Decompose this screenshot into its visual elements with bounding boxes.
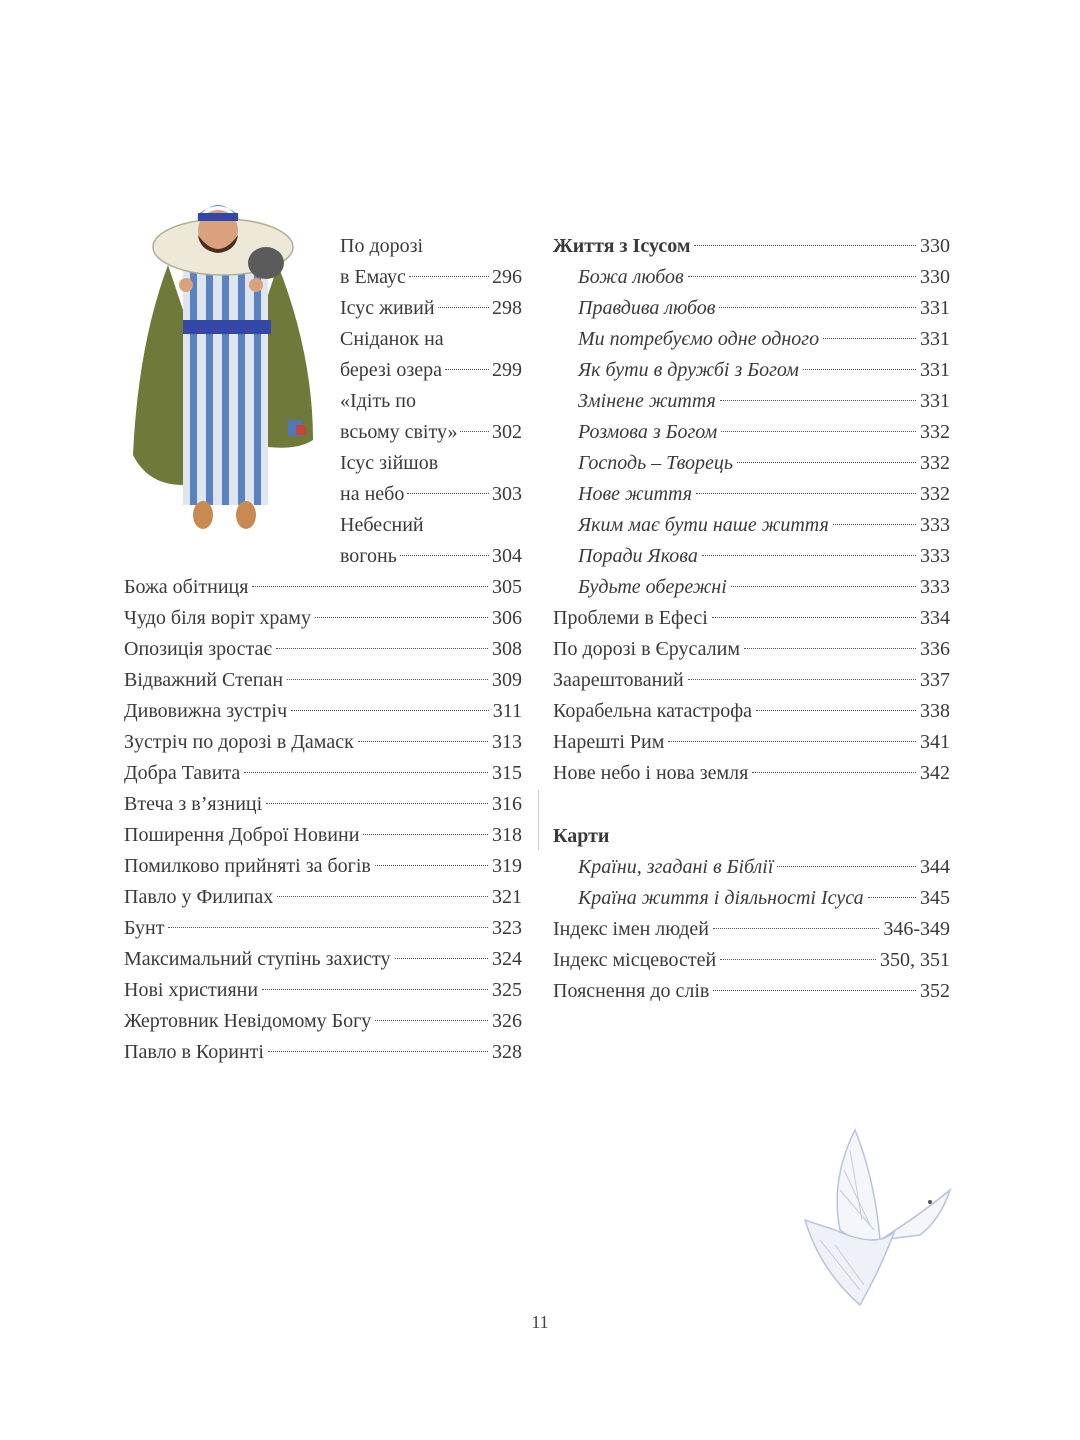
- toc-entry-page: 346-349: [883, 918, 950, 940]
- toc-entry: [553, 976, 950, 1007]
- dot-leader: [720, 959, 876, 960]
- toc-entry-page: 306: [492, 607, 522, 629]
- toc-entry-title: Країна життя і діяльності Ісуса: [578, 887, 864, 909]
- dot-leader: [868, 897, 916, 898]
- toc-entry-title: в Емаус: [340, 266, 406, 288]
- toc-entry-title: Помилково прийняті за богів: [124, 855, 371, 877]
- dot-leader: [752, 772, 916, 773]
- toc-entry-title: Проблеми в Ефесі: [553, 607, 708, 629]
- toc-entry-title: березі озера: [340, 359, 443, 381]
- dot-leader: [400, 555, 489, 556]
- dot-leader: [395, 958, 488, 959]
- toc-entry: [340, 262, 522, 293]
- toc-left-column: [124, 572, 522, 1068]
- dot-leader: [744, 648, 916, 649]
- dot-leader: [713, 928, 879, 929]
- dot-leader: [375, 865, 488, 866]
- toc-entry-page: 323: [492, 917, 522, 939]
- dot-leader: [266, 803, 488, 804]
- toc-entry-page: 337: [920, 669, 950, 691]
- toc-entry: [553, 634, 950, 665]
- toc-entry: [340, 293, 522, 324]
- dot-leader: [445, 369, 489, 370]
- toc-entry-title: Яким має бути наше життя: [578, 514, 829, 536]
- dot-leader: [688, 276, 916, 277]
- toc-entry: [124, 944, 522, 975]
- toc-entry-page: 332: [920, 452, 950, 474]
- toc-entry-title: Нове життя: [578, 483, 693, 505]
- toc-entry: [124, 851, 522, 882]
- toc-entry: [553, 262, 950, 293]
- dot-leader: [712, 617, 916, 618]
- toc-entry: [553, 665, 950, 696]
- dot-leader: [823, 338, 916, 339]
- toc-entry: [340, 479, 522, 510]
- toc-entry-title: Як бути в дружбі з Богом: [578, 359, 799, 381]
- toc-entry-title: Нові християни: [124, 979, 259, 1001]
- toc-entry-title: Дивовижна зустріч: [124, 700, 288, 722]
- toc-entry-page: 333: [920, 576, 950, 598]
- toc-entry-page: 304: [492, 545, 522, 567]
- toc-entry-title: Нове небо і нова земля: [553, 762, 749, 784]
- toc-entry-title-line: Сніданок на: [340, 328, 444, 350]
- toc-entry-page: 350, 351: [880, 949, 950, 971]
- toc-entry-page: 319: [492, 855, 522, 877]
- toc-entry-title: Павло в Коринті: [124, 1041, 264, 1063]
- toc-entry-title-line: Небесний: [340, 514, 424, 536]
- toc-entry-title: Змінене життя: [578, 390, 716, 412]
- toc-entry: [124, 634, 522, 665]
- dot-leader: [363, 834, 488, 835]
- toc-entry-page: 318: [492, 824, 522, 846]
- toc-entry: [124, 820, 522, 851]
- dot-leader: [803, 369, 916, 370]
- toc-entry-page: 298: [492, 297, 522, 319]
- toc-entry-title: Максимальний ступінь захисту: [124, 948, 391, 970]
- toc-entry: [553, 541, 950, 572]
- toc-entry-title: Пояснення до слів: [553, 980, 710, 1002]
- toc-entry-title: Поради Якова: [578, 545, 698, 567]
- toc-entry: [124, 789, 522, 820]
- toc-entry: [553, 417, 950, 448]
- dot-leader: [737, 462, 916, 463]
- toc-entry-title-line: По дорозі: [340, 235, 424, 257]
- dot-leader: [460, 431, 489, 432]
- toc-entry: [553, 231, 950, 262]
- dot-leader: [696, 493, 916, 494]
- dot-leader: [168, 927, 488, 928]
- toc-entry-page: 345: [920, 887, 950, 909]
- toc-entry: [553, 386, 950, 417]
- dot-leader: [276, 648, 488, 649]
- toc-entry-title: Розмова з Богом: [578, 421, 718, 443]
- toc-entry-page: 330: [920, 266, 950, 288]
- dot-leader: [720, 400, 916, 401]
- toc-entry: [124, 603, 522, 634]
- dot-leader: [315, 617, 488, 618]
- dot-leader: [277, 896, 488, 897]
- toc-entry-title: на небо: [340, 483, 405, 505]
- toc-entry-page: 326: [492, 1010, 522, 1032]
- dot-leader: [688, 679, 916, 680]
- toc-entry-page: 331: [920, 359, 950, 381]
- toc-entry-title: вогонь: [340, 545, 397, 567]
- toc-entry: [124, 727, 522, 758]
- toc-entry-title-line: «Ідіть по: [340, 390, 416, 412]
- toc-entry: [553, 914, 950, 945]
- toc-entry-title: Чудо біля воріт храму: [124, 607, 311, 629]
- toc-entry-page: 334: [920, 607, 950, 629]
- toc-entry-page: 309: [492, 669, 522, 691]
- dot-leader: [262, 989, 488, 990]
- toc-entry: [553, 448, 950, 479]
- toc-entry: [124, 975, 522, 1006]
- toc-entry-title: Божа обітниця: [124, 576, 249, 598]
- toc-entry-title: Нарешті Рим: [553, 731, 665, 753]
- toc-entry-title: Бунт: [124, 917, 165, 939]
- toc-entry-title-line: Ісус зійшов: [340, 452, 439, 474]
- toc-entry-page: 299: [492, 359, 522, 381]
- dove-illustration: [800, 1120, 960, 1310]
- toc-entry-title: Відважний Степан: [124, 669, 284, 691]
- toc-entry: [124, 913, 522, 944]
- toc-entry-title: По дорозі в Єрусалим: [553, 638, 740, 660]
- toc-entry: [553, 945, 950, 976]
- dot-leader: [407, 493, 489, 494]
- toc-entry-page: 308: [492, 638, 522, 660]
- toc-entry: [553, 758, 950, 789]
- dot-leader: [694, 245, 916, 246]
- toc-entry: [553, 479, 950, 510]
- toc-entry: [553, 510, 950, 541]
- toc-entry-title: Корабельна катастрофа: [553, 700, 753, 722]
- maps-divider: [538, 790, 539, 850]
- toc-entry: [340, 541, 522, 572]
- dot-leader: [438, 307, 489, 308]
- toc-entry: [124, 572, 522, 603]
- toc-entry: [124, 1037, 522, 1068]
- toc-entry-title: всьому світу»: [340, 421, 458, 443]
- toc-entry-page: 332: [920, 483, 950, 505]
- dot-leader: [409, 276, 489, 277]
- toc-entry-title: Країни, згадані в Біблії: [578, 856, 774, 878]
- dot-leader: [756, 710, 916, 711]
- toc-entry-title: Заарештований: [553, 669, 684, 691]
- toc-entry-page: 344: [920, 856, 950, 878]
- toc-entry-title: Життя з Ісусом: [553, 235, 691, 257]
- toc-right-column: [553, 231, 950, 1007]
- toc-entry: [553, 324, 950, 355]
- toc-entry-title: Втеча з в’язниці: [124, 793, 263, 815]
- toc-entry: [553, 603, 950, 634]
- dot-leader: [721, 431, 916, 432]
- toc-entry-title: Ми потребуємо одне одного: [578, 328, 820, 350]
- toc-entry-page: 331: [920, 390, 950, 412]
- toc-entry-title: Господь – Творець: [578, 452, 733, 474]
- toc-entry: [124, 665, 522, 696]
- dot-leader: [375, 1020, 488, 1021]
- toc-entry-title: Індекс місцевостей: [553, 949, 717, 971]
- dot-leader: [777, 866, 916, 867]
- toc-entry: [340, 355, 522, 386]
- toc-entry-page: 330: [920, 235, 950, 257]
- toc-entry-page: 342: [920, 762, 950, 784]
- toc-entry: [553, 293, 950, 324]
- dot-leader: [731, 586, 916, 587]
- toc-entry-title: Правдива любов: [578, 297, 716, 319]
- toc-entry-page: 296: [492, 266, 522, 288]
- toc-entry-page: 332: [920, 421, 950, 443]
- toc-entry-page: 328: [492, 1041, 522, 1063]
- dot-leader: [358, 741, 488, 742]
- toc-entry-page: 316: [492, 793, 522, 815]
- toc-entry-page: 333: [920, 514, 950, 536]
- toc-entry-page: 352: [920, 980, 950, 1002]
- toc-intro-column: [340, 231, 522, 572]
- toc-entry-page: 311: [492, 700, 522, 722]
- toc-entry-title: Індекс імен людей: [553, 918, 709, 940]
- toc-entry-page: 315: [492, 762, 522, 784]
- dot-leader: [702, 555, 916, 556]
- toc-entry-page: 331: [920, 297, 950, 319]
- toc-entry: [124, 758, 522, 789]
- toc-entry-title: Ісус живий: [340, 297, 435, 319]
- dot-leader: [268, 1051, 488, 1052]
- toc-entry-title: Опозиція зростає: [124, 638, 272, 660]
- toc-entry: [553, 852, 950, 883]
- dot-leader: [244, 772, 488, 773]
- toc-entry: [124, 882, 522, 913]
- dot-leader: [668, 741, 916, 742]
- toc-entry-page: 324: [492, 948, 522, 970]
- toc-entry: [124, 1006, 522, 1037]
- toc-entry-title: Жертовник Невідомому Богу: [124, 1010, 372, 1032]
- toc-entry-page: 336: [920, 638, 950, 660]
- toc-entry: [553, 355, 950, 386]
- toc-entry: [553, 696, 950, 727]
- dot-leader: [719, 307, 916, 308]
- toc-entry-title: Зустріч по дорозі в Дамаск: [124, 731, 354, 753]
- toc-entry-page: 338: [920, 700, 950, 722]
- dot-leader: [252, 586, 488, 587]
- toc-entry-page: 321: [492, 886, 522, 908]
- dot-leader: [291, 710, 489, 711]
- toc-entry-page: 303: [492, 483, 522, 505]
- toc-entry-title: Поширення Доброї Новини: [124, 824, 360, 846]
- toc-entry-page: 313: [492, 731, 522, 753]
- dot-leader: [287, 679, 488, 680]
- toc-entry: [553, 883, 950, 914]
- toc-entry: [124, 696, 522, 727]
- page-number: 11: [531, 1312, 549, 1332]
- toc-entry: [553, 572, 950, 603]
- toc-entry-title: Божа любов: [578, 266, 684, 288]
- dot-leader: [713, 990, 916, 991]
- toc-entry-page: 331: [920, 328, 950, 350]
- toc-entry-page: 305: [492, 576, 522, 598]
- toc-entry-title: Павло у Филипах: [124, 886, 274, 908]
- toc-entry: [553, 727, 950, 758]
- dot-leader: [833, 524, 916, 525]
- shepherd-illustration: [128, 185, 318, 545]
- toc-entry: [340, 417, 522, 448]
- toc-entry-title: Добра Тавита: [124, 762, 241, 784]
- toc-entry-page: 333: [920, 545, 950, 567]
- toc-entry-title: Будьте обережні: [578, 576, 727, 598]
- toc-entry-page: 302: [492, 421, 522, 443]
- toc-entry-page: 341: [920, 731, 950, 753]
- toc-entry-page: 325: [492, 979, 522, 1001]
- maps-heading: Карти: [553, 825, 610, 847]
